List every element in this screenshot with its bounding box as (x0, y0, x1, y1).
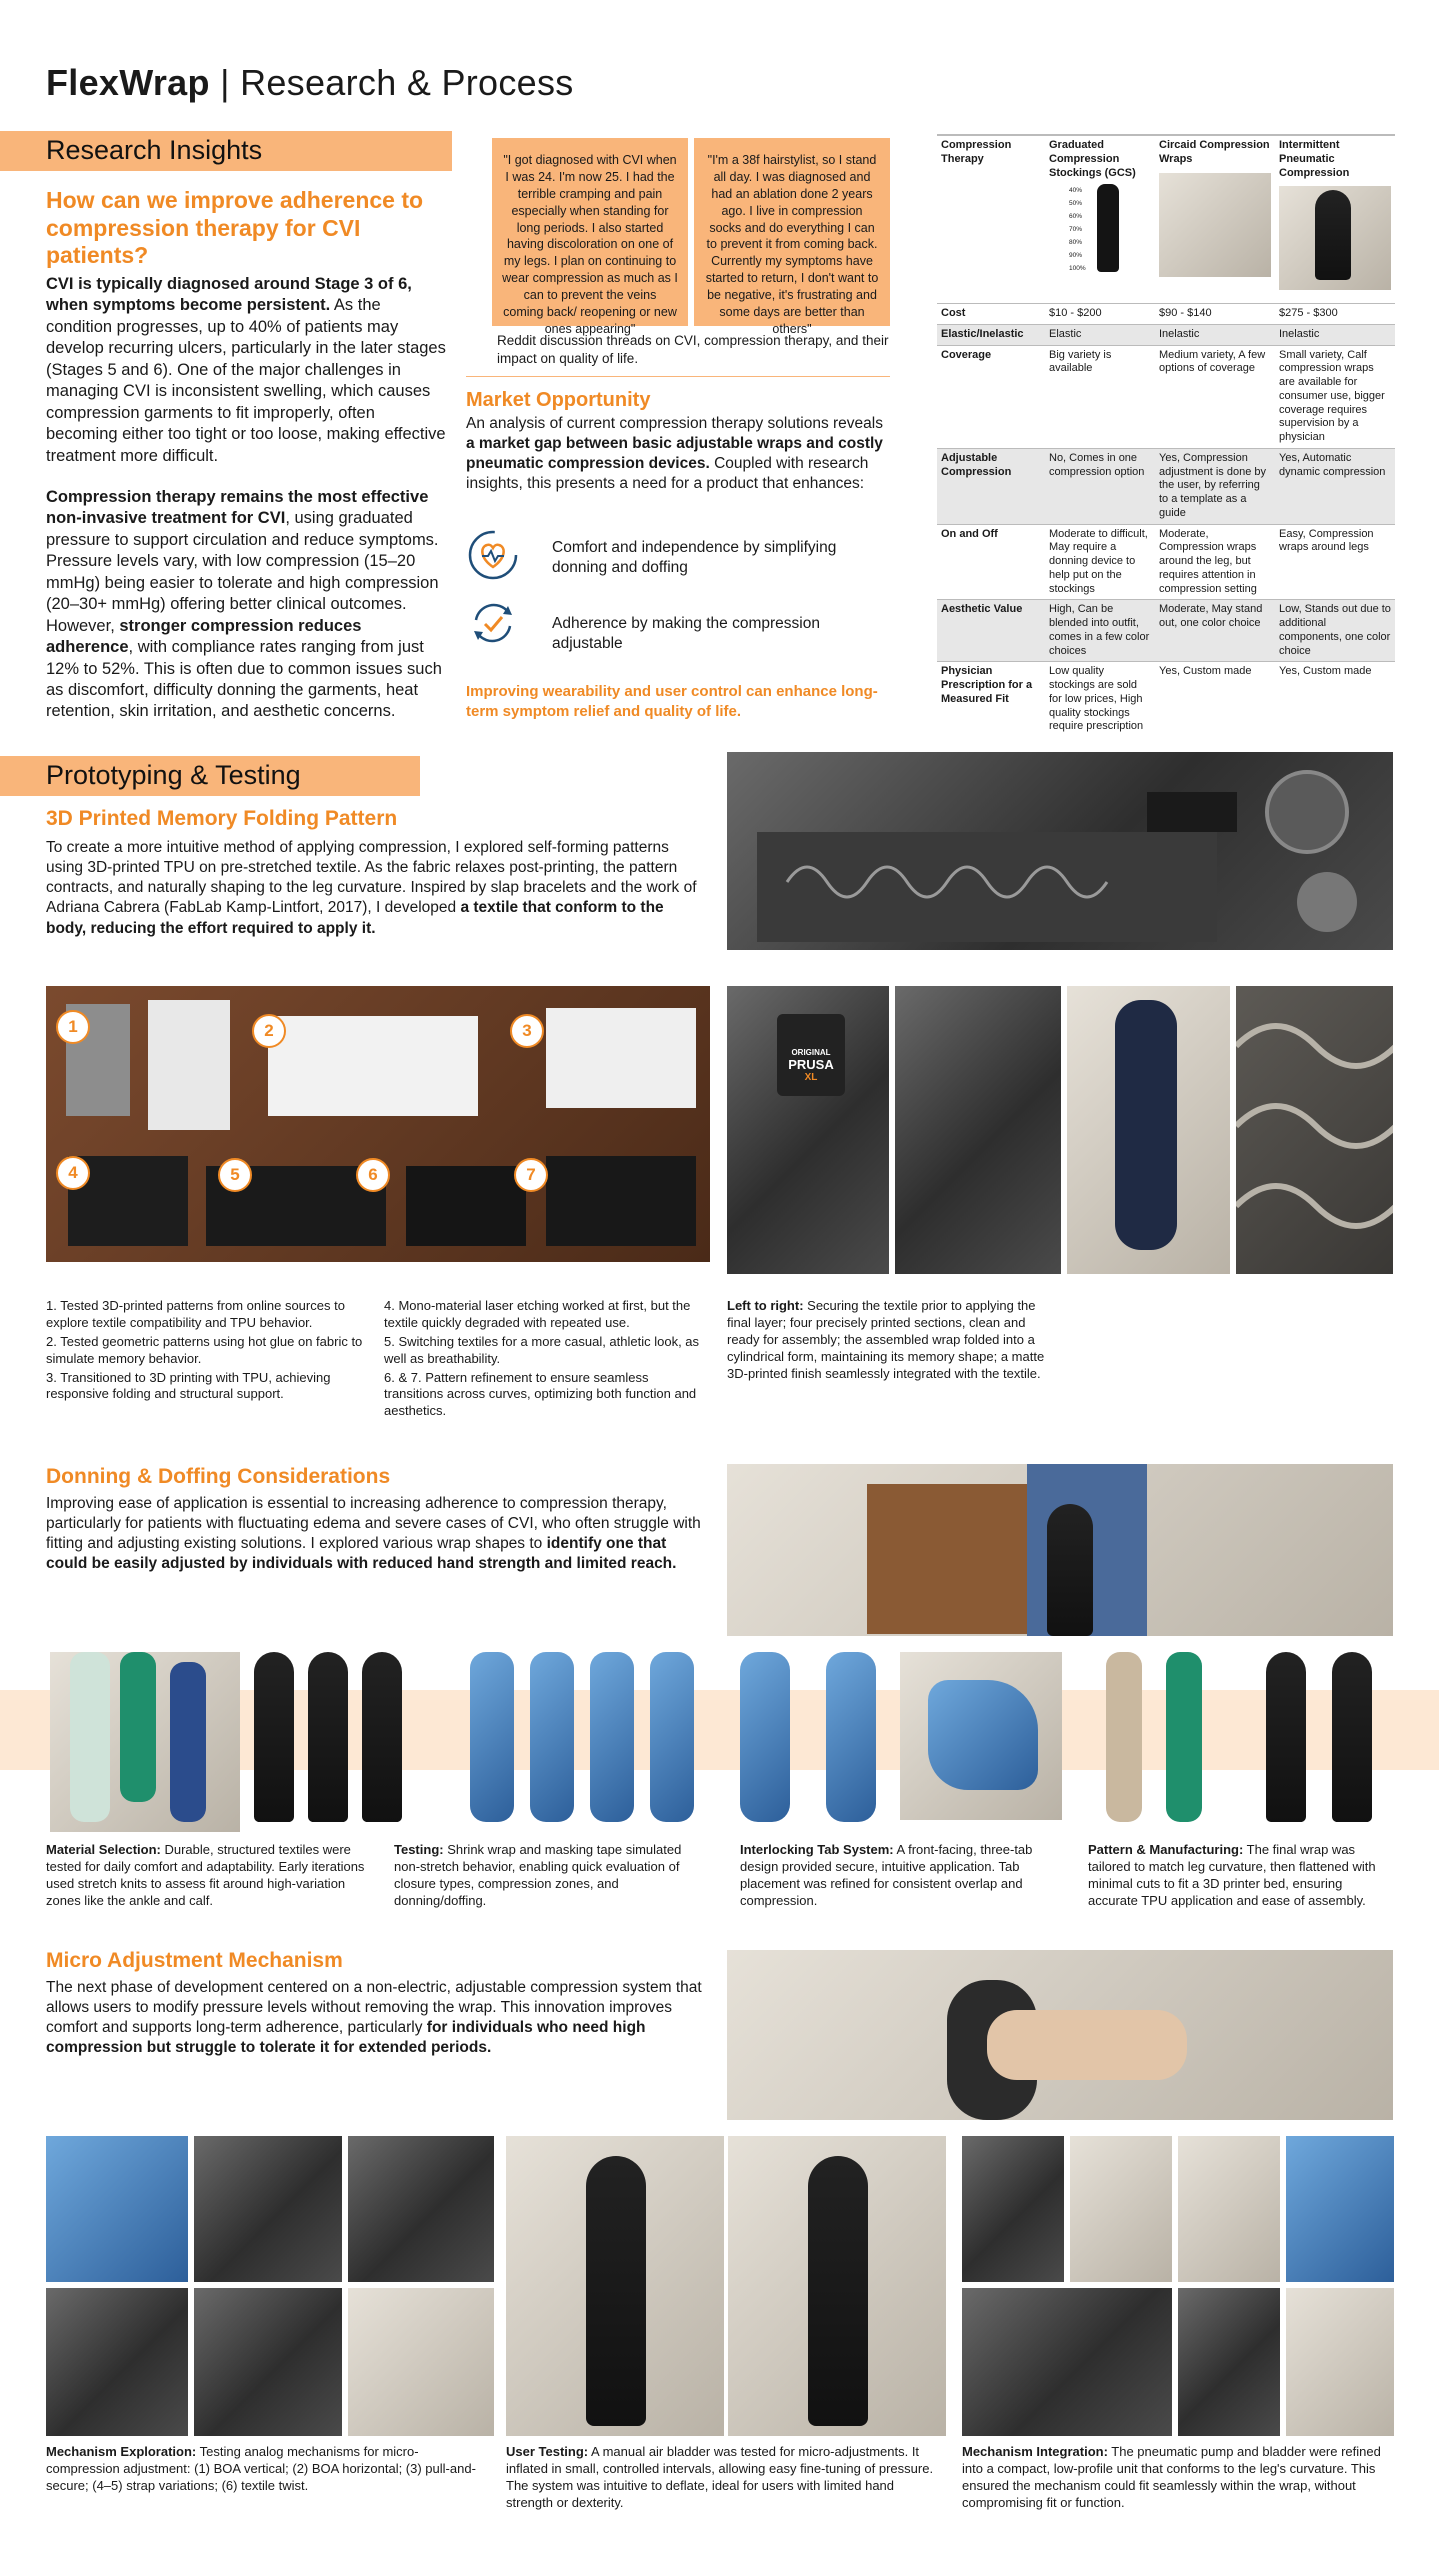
table-cell: Small variety, Calf compression wraps are available for consumer use, bigger coverage requires supervision by a physician (1275, 345, 1395, 448)
table-cell: No, Comes in one compression option (1045, 448, 1155, 524)
list-item: 5. Switching textiles for a more casual, athletic look, as well as breathability. (384, 1333, 700, 1366)
list-item: 2. Tested geometric patterns using hot glue on fabric to simulate memory behavior. (46, 1333, 363, 1366)
table-row (937, 662, 1395, 737)
table-cell: Coverage (937, 345, 1045, 448)
scale-label: 60% (1069, 213, 1083, 221)
table-cell: Moderate, May stand out, one color choice (1155, 600, 1275, 662)
pneumatic-sleeve-shape (1315, 190, 1351, 280)
table-cell: Moderate, Compression wraps around the leg, but requires attention in compression setting (1155, 524, 1275, 600)
caption-bold: Mechanism Exploration: (46, 2444, 197, 2459)
leg-mock (650, 1652, 694, 1822)
sample-badge: 5 (218, 1158, 252, 1192)
caption-rest: The final wrap was tailored to match leg curvature, then flattened with minimal cuts to fit a 3D printer bed, ensuring accurate TPU application and ease of assembly. (1088, 1842, 1376, 1908)
table-cell: Moderate to difficult, May require a donning device to help put on the stockings (1045, 524, 1155, 600)
pattern-manufacturing-photo (1096, 1652, 1394, 1832)
donning-p-start: Improving ease of application is essential to increasing adherence to compression therapy, particularly for patients with fluctuating edema and severe cases of CVI, who often struggle with fitting and adjusting existing solutions. I explored various wrap shapes to (46, 1495, 701, 1553)
micro-caption-1 (46, 2444, 486, 2495)
process-caption-bold: Left to right: (727, 1298, 804, 1313)
prusa-logo-top: ORIGINAL (791, 1048, 831, 1057)
table-cell: Aesthetic Value (937, 600, 1045, 662)
sample-badge: 7 (514, 1158, 548, 1192)
research-p2-mid: , using graduated pressure to support circulation and reduce symptoms. Pressure levels vary, with low compression (15–20 mmHg) being easier to tolerate and high compression (20–30+ mmHg) offering better clinical outcomes. However, (46, 509, 439, 635)
mechanism-exploration-grid (46, 2136, 494, 2436)
grid-photo (1178, 2288, 1280, 2436)
micro-caption-2 (506, 2444, 936, 2512)
reddit-quote-2: "I'm a 38f hairstylist, so I stand all day. I was diagnosed and had an ablation done 2 years ago. I live in compression socks and do everything I can to prevent it from coming back. Currently my symptoms have started to return, I don't want to be negative, it's frustrating and some days are better than others" (694, 138, 890, 326)
table-row (937, 345, 1395, 448)
donning-caption-3 (740, 1842, 1040, 1910)
caption-bold: Mechanism Integration: (962, 2444, 1108, 2459)
table-header (1275, 136, 1395, 304)
printed-p-start: To create a more intuitive method of applying compression, I explored self-forming patterns using 3D-printed TPU on pre-stretched textile. As the fabric relaxes post-printing, the pattern contracts, and naturally shaping to the leg curvature. Inspired by slap bracelets and the work of Adriana Cabrera (FabLab Kamp-Lintfort, 2017), I developed (46, 839, 697, 917)
grid-photo (962, 2288, 1172, 2436)
donning-paragraph (46, 1494, 711, 1575)
micro-title: Micro Adjustment Mechanism (46, 1949, 343, 1972)
tpu-pattern-illustration (1236, 986, 1393, 1274)
leg-mock (530, 1652, 574, 1822)
sample-swatch (546, 1008, 696, 1108)
donning-caption-1 (46, 1842, 376, 1910)
gcs-pressure-scale (1069, 184, 1086, 275)
sample-swatch (546, 1156, 696, 1246)
section-title-research: Research Insights (46, 135, 263, 165)
stocking-image (1049, 184, 1151, 284)
list-item: 1. Tested 3D-printed patterns from online sources to explore textile compatibility and TPU behavior. (46, 1298, 345, 1330)
list-item: 4. Mono-material laser etching worked at first, but the textile quickly degraded with repeated use. (384, 1298, 691, 1330)
title-subtitle: | Research & Process (220, 62, 574, 103)
table-cell: Elastic (1045, 324, 1155, 345)
section-band-research (0, 131, 452, 171)
comparison-table (937, 134, 1395, 737)
leg-mock (254, 1652, 294, 1822)
caption-bold: Pattern & Manufacturing: (1088, 1842, 1244, 1857)
leg-mock (170, 1662, 206, 1822)
grid-photo (348, 2136, 494, 2282)
printed-list-left (46, 1298, 366, 1405)
table-cell: Yes, Automatic dynamic compression (1275, 448, 1395, 524)
research-paragraph-1 (46, 274, 446, 467)
leg-mock (740, 1652, 790, 1822)
grid-photo (506, 2136, 724, 2436)
donning-caption-4 (1088, 1842, 1393, 1910)
leg-mock (1266, 1652, 1306, 1822)
table-cell: Yes, Compression adjustment is done by the user, by referring to a template as a guide (1155, 448, 1275, 524)
printed-paragraph (46, 838, 701, 939)
research-p2-bold2: stronger compression reduces adherence (46, 616, 362, 657)
caption-bold: Interlocking Tab System: (740, 1842, 894, 1857)
research-paragraph-2 (46, 487, 446, 723)
table-header (1155, 136, 1275, 304)
caption-bold: Testing: (394, 1842, 444, 1857)
folded-wrap-shape (1115, 1000, 1177, 1250)
sample-swatch (148, 1000, 230, 1130)
pneumatic-device-image (1279, 186, 1391, 290)
caption-rest: Shrink wrap and masking tape simulated non-stretch behavior, enabling quick evaluation of closure types, compression zones, and donning/doffing. (394, 1842, 682, 1908)
caption-bold: User Testing: (506, 2444, 589, 2459)
table-cell: $275 - $300 (1275, 304, 1395, 325)
table-cell: High, Can be blended into outfit, comes in a few color choices (1045, 600, 1155, 662)
grid-photo (962, 2136, 1064, 2282)
table-cell: Inelastic (1155, 324, 1275, 345)
reddit-quote-1: "I got diagnosed with CVI when I was 24. I'm now 25. I had the terrible cramping and pain especially when standing for long periods. I also started having discoloration on one of my legs. I plan on continuing to wear compression as much as I can to prevent the veins coming back/ reopening or new ones appearing" (492, 138, 688, 326)
table-cell: Adjustable Compression (937, 448, 1045, 524)
table-cell: Big variety is available (1045, 345, 1155, 448)
grid-photo (46, 2288, 188, 2436)
sample-swatch (406, 1166, 526, 1246)
research-p2-rest: , with compliance rates ranging from just 12% to 52%. This is often due to common issues such as discomfort, difficulty donning the garments, heat retention, skin irritation, and aesthetic concerns. (46, 638, 442, 721)
cycle-check-icon (468, 598, 518, 648)
sample-swatch (268, 1016, 478, 1116)
quotes-caption: Reddit discussion threads on CVI, compression therapy, and their impact on quality of life. (497, 333, 889, 366)
list-item: 6. & 7. Pattern refinement to ensure seamless transitions across curves, optimizing both function and aesthetics. (384, 1369, 697, 1419)
research-p1-rest: As the condition progresses, up to 40% of patients may develop recurring ulcers, particularly in the later stages (Stages 5 and 6). One of the major challenges in managing CVI is inconsistent swelling, which causes compression garments to fit improperly, often becoming either too tight or too loose, making effective treatment more difficult. (46, 296, 446, 465)
scale-label: 100% (1069, 265, 1086, 273)
prusa-logo-bot: XL (804, 1072, 818, 1083)
chair-donning-photo (727, 1464, 1393, 1636)
printed-p-bold: a textile that conform to the body, reducing the effort required to apply it. (46, 899, 664, 937)
grid-photo (194, 2288, 342, 2436)
process-caption-rest: Securing the textile prior to applying the final layer; four precisely printed sections, clean and ready for assembly; the assembled wrap folded into a cylindrical form, maintaining its memory shape; a matte 3D-printed finish seamlessly integrated with the textile. (727, 1298, 1045, 1381)
leg-mock (586, 2156, 646, 2426)
table-row (937, 448, 1395, 524)
grid-photo (1178, 2136, 1280, 2282)
printed-list-right (384, 1298, 704, 1422)
leg-mock (308, 1652, 348, 1822)
pattern-samples-photo (46, 986, 710, 1262)
research-p2-bold: Compression therapy remains the most effective non-invasive treatment for CVI (46, 488, 429, 528)
scale-label: 70% (1069, 226, 1083, 234)
divider (466, 376, 890, 377)
table-cell: On and Off (937, 524, 1045, 600)
micro-caption-3 (962, 2444, 1394, 2512)
sample-badge: 2 (252, 1014, 286, 1048)
leg-mock (362, 1652, 402, 1822)
process-caption-a (727, 1298, 1047, 1382)
micro-p-bold: for individuals who need high compression but struggle to tolerate it for extended periods. (46, 2019, 646, 2057)
prusa-printer-head (777, 1014, 845, 1096)
sample-badge: 4 (56, 1156, 90, 1190)
user-testing-grid (506, 2136, 946, 2436)
table-cell: Yes, Custom made (1275, 662, 1395, 737)
donning-p-bold: identify one that could be easily adjusted by individuals with reduced hand strength and limited reach. (46, 1535, 677, 1573)
page-title (46, 62, 574, 104)
grid-photo (194, 2136, 342, 2282)
caption-rest: The pneumatic pump and bladder were refined into a compact, low-profile unit that conforms to the leg's curvature. This ensured the mechanism could fit seamlessly within the wrap, without compromising fit or function. (962, 2444, 1381, 2510)
market-p-start: An analysis of current compression therapy solutions reveals (466, 415, 883, 432)
testing-photo (464, 1652, 700, 1832)
table-cell: $90 - $140 (1155, 304, 1275, 325)
research-question: How can we improve adherence to compression therapy for CVI patients? (46, 187, 424, 269)
table-cell: Medium variety, A few options of coverage (1155, 345, 1275, 448)
table-header-label: Graduated Compression Stockings (GCS) (1049, 139, 1136, 179)
chair-shape (867, 1484, 1047, 1634)
grid-photo (1286, 2136, 1394, 2282)
caption-bold: Material Selection: (46, 1842, 161, 1857)
scale-label: 80% (1069, 239, 1083, 247)
table-row (937, 324, 1395, 345)
table-cell: Easy, Compression wraps around legs (1275, 524, 1395, 600)
material-selection-photo (50, 1652, 240, 1832)
table-header-label: Circaid Compression Wraps (1159, 139, 1270, 165)
micro-paragraph (46, 1978, 716, 2059)
section-band-prototyping (0, 756, 420, 796)
table-cell: Cost (937, 304, 1045, 325)
scale-label: 50% (1069, 200, 1083, 208)
table-cell: Physician Prescription for a Measured Fit (937, 662, 1045, 737)
leg-mock (70, 1652, 110, 1822)
leg-mock (826, 1652, 876, 1822)
research-p1-bold: CVI is typically diagnosed around Stage 3 of 6, when symptoms become persistent. (46, 275, 412, 315)
market-item-2: Adherence by making the compression adjustable (552, 615, 820, 653)
market-item-1: Comfort and independence by simplifying donning and doffing (552, 539, 837, 577)
leg-mock (1166, 1652, 1202, 1822)
hand-shape (987, 2010, 1187, 2080)
micro-p-start: The next phase of development centered on a non-electric, adjustable compression system that allows users to modify pressure levels without removing the wrap. This innovation improves comfort and supports long-term adherence, particularly (46, 1979, 702, 2037)
caption-rest: Durable, structured textiles were tested for daily comfort and adaptability. Early iterations used stretch knits to assess fit around high-variation zones like the ankle and calf. (46, 1842, 365, 1908)
leg-mock (590, 1652, 634, 1822)
wrap-on-leg-shape (1047, 1504, 1093, 1636)
interlocking-tab-photo (726, 1652, 898, 1832)
heart-pulse-icon (468, 530, 518, 580)
table-cell: Low quality stockings are sold for low prices, High quality stockings require prescription (1045, 662, 1155, 737)
sample-badge: 6 (356, 1158, 390, 1192)
circaid-wrap-image (1159, 173, 1271, 277)
grid-photo (348, 2288, 494, 2436)
material-selection-photo-2 (244, 1652, 412, 1832)
table-header (1045, 136, 1155, 304)
brand-name: FlexWrap (46, 62, 210, 103)
printer-photo (727, 752, 1393, 950)
caption-rest: Testing analog mechanisms for micro-compression adjustment: (1) BOA vertical; (2) BOA horizontal; (3) pull-and-secure; (4–5) strap variations; (6) textile twist. (46, 2444, 476, 2493)
table-row (937, 600, 1395, 662)
leg-mock (120, 1652, 156, 1802)
table-row (937, 304, 1395, 325)
donning-caption-2 (394, 1842, 694, 1910)
table-cell: $10 - $200 (1045, 304, 1155, 325)
leg-mock (1332, 1652, 1372, 1822)
market-paragraph (466, 414, 891, 495)
printer-bed-photo (727, 986, 889, 1274)
list-item: 3. Transitioned to 3D printing with TPU, achieving responsive folding and structural support. (46, 1369, 331, 1402)
table-row (937, 524, 1395, 600)
table-cell: Inelastic (1275, 324, 1395, 345)
donning-title: Donning & Doffing Considerations (46, 1465, 391, 1488)
grid-photo (1070, 2136, 1172, 2282)
table-header-label: Intermittent Pneumatic Compression (1279, 139, 1350, 179)
mechanism-integration-grid (962, 2136, 1394, 2436)
flattened-pattern-photo (900, 1652, 1062, 1820)
pump-hand-photo (727, 1950, 1393, 2120)
market-conclusion: Improving wearability and user control can enhance long-term symptom relief and quality of life. (466, 683, 878, 720)
market-title: Market Opportunity (466, 389, 651, 411)
table-cell: Low, Stands out due to additional components, one color choice (1275, 600, 1395, 662)
sample-badge: 1 (56, 1010, 90, 1044)
scale-label: 90% (1069, 252, 1083, 260)
caption-rest: A manual air bladder was tested for micro-adjustments. It inflated in small, controlled intervals, allowing easy fine-tuning of pressure. The system was intuitive to deflate, ideal for users with limited hand strength or dexterity. (506, 2444, 934, 2510)
matte-finish-photo (1236, 986, 1393, 1274)
stocking-shape (1097, 184, 1119, 272)
grid-photo (1286, 2288, 1394, 2436)
printed-sections-photo (895, 986, 1061, 1274)
market-p-rest: Coupled with research insights, this presents a need for a product that enhances: (466, 455, 869, 493)
scale-label: 40% (1069, 187, 1083, 195)
table-header: Compression Therapy (937, 136, 1045, 304)
sample-badge: 3 (510, 1014, 544, 1048)
flat-pattern-shape (928, 1680, 1038, 1790)
market-p-bold: a market gap between basic adjustable wraps and costly pneumatic compression devices. (466, 435, 883, 473)
folded-wrap-photo (1067, 986, 1230, 1274)
leg-mock (1106, 1652, 1142, 1822)
section-title-prototyping: Prototyping & Testing (46, 760, 301, 790)
printer-illustration (727, 752, 1393, 950)
printed-title: 3D Printed Memory Folding Pattern (46, 807, 398, 830)
leg-mock (470, 1652, 514, 1822)
grid-photo (728, 2136, 946, 2436)
leg-mock (808, 2156, 868, 2426)
prusa-logo-mid: PRUSA (788, 1057, 834, 1072)
grid-photo (46, 2136, 188, 2282)
table-cell: Elastic/Inelastic (937, 324, 1045, 345)
table-cell: Yes, Custom made (1155, 662, 1275, 737)
caption-rest: A front-facing, three-tab design provided secure, intuitive application. Tab placement was refined for consistent overlap and compression. (740, 1842, 1033, 1908)
